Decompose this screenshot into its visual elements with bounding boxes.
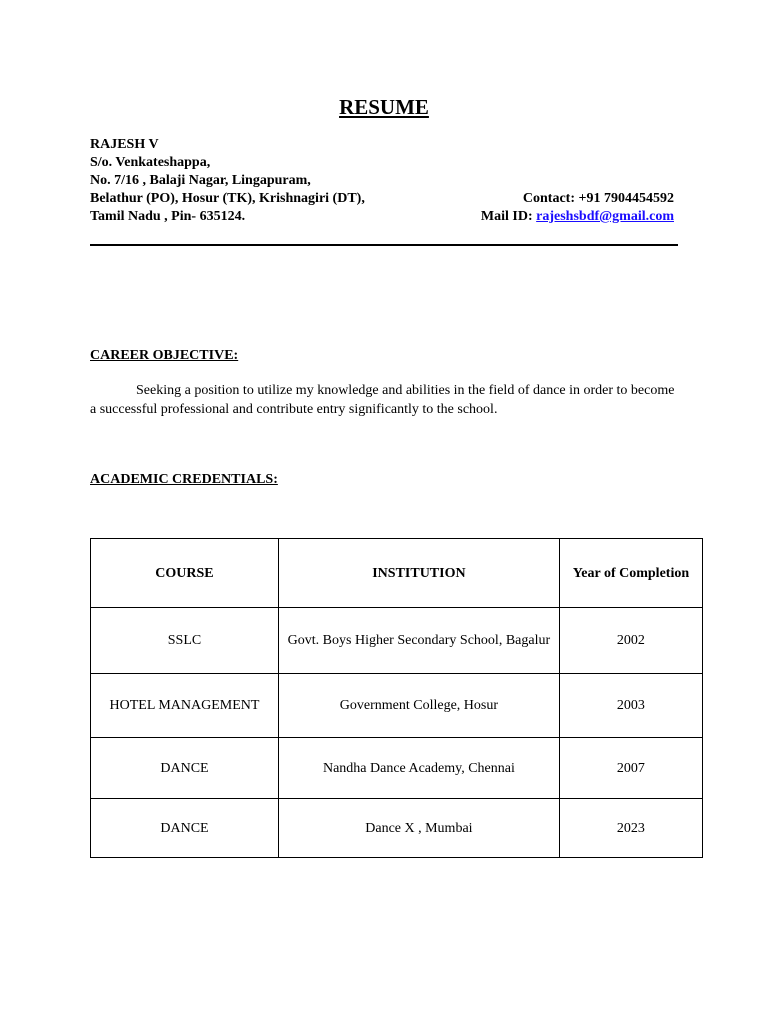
mail-link[interactable]: rajeshsbdf@gmail.com [536, 209, 674, 224]
contact-mail [481, 208, 674, 226]
cell-institution: Nandha Dance Academy, Chennai [278, 738, 559, 799]
address-line: Tamil Nadu , Pin- 635124. [90, 209, 246, 224]
cell-course: SSLC [91, 608, 279, 674]
cell-year: 2003 [559, 674, 702, 738]
cell-year: 2023 [559, 799, 702, 858]
column-header-year: Year of Completion [559, 539, 702, 608]
cell-year: 2007 [559, 738, 702, 799]
table-row [91, 738, 703, 799]
cell-course: HOTEL MANAGEMENT [91, 674, 279, 738]
table-header-row [91, 539, 703, 608]
academic-credentials-table [90, 538, 703, 858]
resume-title: RESUME [339, 95, 429, 119]
cell-course: DANCE [91, 738, 279, 799]
academic-credentials-heading: ACADEMIC CREDENTIALS: [90, 472, 278, 487]
header-divider [90, 244, 678, 246]
table-row [91, 608, 703, 674]
mail-label: Mail ID: [480, 209, 533, 224]
column-header-course: COURSE [91, 539, 279, 608]
cell-institution: Government College, Hosur [278, 674, 559, 738]
address-line: S/o. Venkateshappa, [90, 155, 211, 170]
contact-label: Contact: [522, 191, 576, 206]
table-row [91, 674, 703, 738]
contact-value: +91 7904454592 [578, 191, 674, 206]
table-row [91, 799, 703, 858]
column-header-institution: INSTITUTION [278, 539, 559, 608]
address-line: No. 7/16 , Balaji Nagar, Lingapuram, [90, 173, 311, 188]
applicant-name: RAJESH V [90, 137, 159, 152]
cell-institution: Govt. Boys Higher Secondary School, Bagalur [278, 608, 559, 674]
career-objective-text: Seeking a position to utilize my knowledge and abilities in the field of dance in order to become a successful professional and contribute entry significantly to the school. [90, 383, 675, 417]
address-line: Belathur (PO), Hosur (TK), Krishnagiri (DT), [90, 191, 365, 206]
contact-block [481, 190, 674, 226]
cell-course: DANCE [91, 799, 279, 858]
address-block [90, 136, 510, 226]
contact-phone [481, 190, 674, 208]
cell-year: 2002 [559, 608, 702, 674]
career-objective-heading: CAREER OBJECTIVE: [90, 348, 239, 363]
cell-institution: Dance X , Mumbai [278, 799, 559, 858]
